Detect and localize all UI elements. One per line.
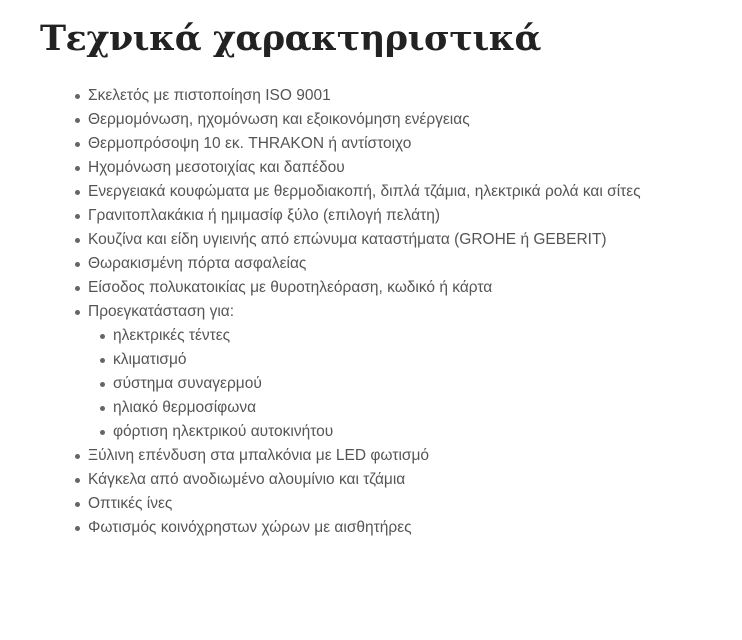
list-item: Ενεργειακά κουφώματα με θερμοδιακοπή, διπλά τζάμια, ηλεκτρικά ρολά και σίτες: [88, 180, 641, 204]
list-item: Οπτικές ίνες: [88, 492, 641, 516]
list-item: Θερμομόνωση, ηχομόνωση και εξοικονόμηση ενέργειας: [88, 108, 641, 132]
sub-list-item: κλιματισμό: [113, 348, 641, 372]
sub-list-item: ηλιακό θερμοσίφωνα: [113, 396, 641, 420]
list-item: Σκελετός με πιστοποίηση ISO 9001: [88, 84, 641, 108]
list-item: Γρανιτοπλακάκια ή ημιμασίφ ξύλο (επιλογή πελάτη): [88, 204, 641, 228]
list-item: Κάγκελα από ανοδιωμένο αλουμίνιο και τζάμια: [88, 468, 641, 492]
list-item: Κουζίνα και είδη υγιεινής από επώνυμα καταστήματα (GROHE ή GEBERIT): [88, 228, 641, 252]
list-item: Ξύλινη επένδυση στα μπαλκόνια με LED φωτισμό: [88, 444, 641, 468]
list-item: Θερμοπρόσοψη 10 εκ. THRAKON ή αντίστοιχο: [88, 132, 641, 156]
page-title: Τεχνικά χαρακτηριστικά: [40, 18, 541, 59]
list-item-with-sublist: [88, 300, 641, 444]
sub-list: [88, 324, 641, 444]
list-item: Είσοδος πολυκατοικίας με θυροτηλεόραση, κωδικό ή κάρτα: [88, 276, 641, 300]
list-item: Ηχομόνωση μεσοτοιχίας και δαπέδου: [88, 156, 641, 180]
sub-list-item: φόρτιση ηλεκτρικού αυτοκινήτου: [113, 420, 641, 444]
sub-list-item: ηλεκτρικές τέντες: [113, 324, 641, 348]
features-list: [88, 84, 641, 540]
list-item: Φωτισμός κοινόχρηστων χώρων με αισθητήρες: [88, 516, 641, 540]
sub-list-item: σύστημα συναγερμού: [113, 372, 641, 396]
list-item: Θωρακισμένη πόρτα ασφαλείας: [88, 252, 641, 276]
list-item-label: Προεγκατάσταση για:: [88, 303, 235, 320]
